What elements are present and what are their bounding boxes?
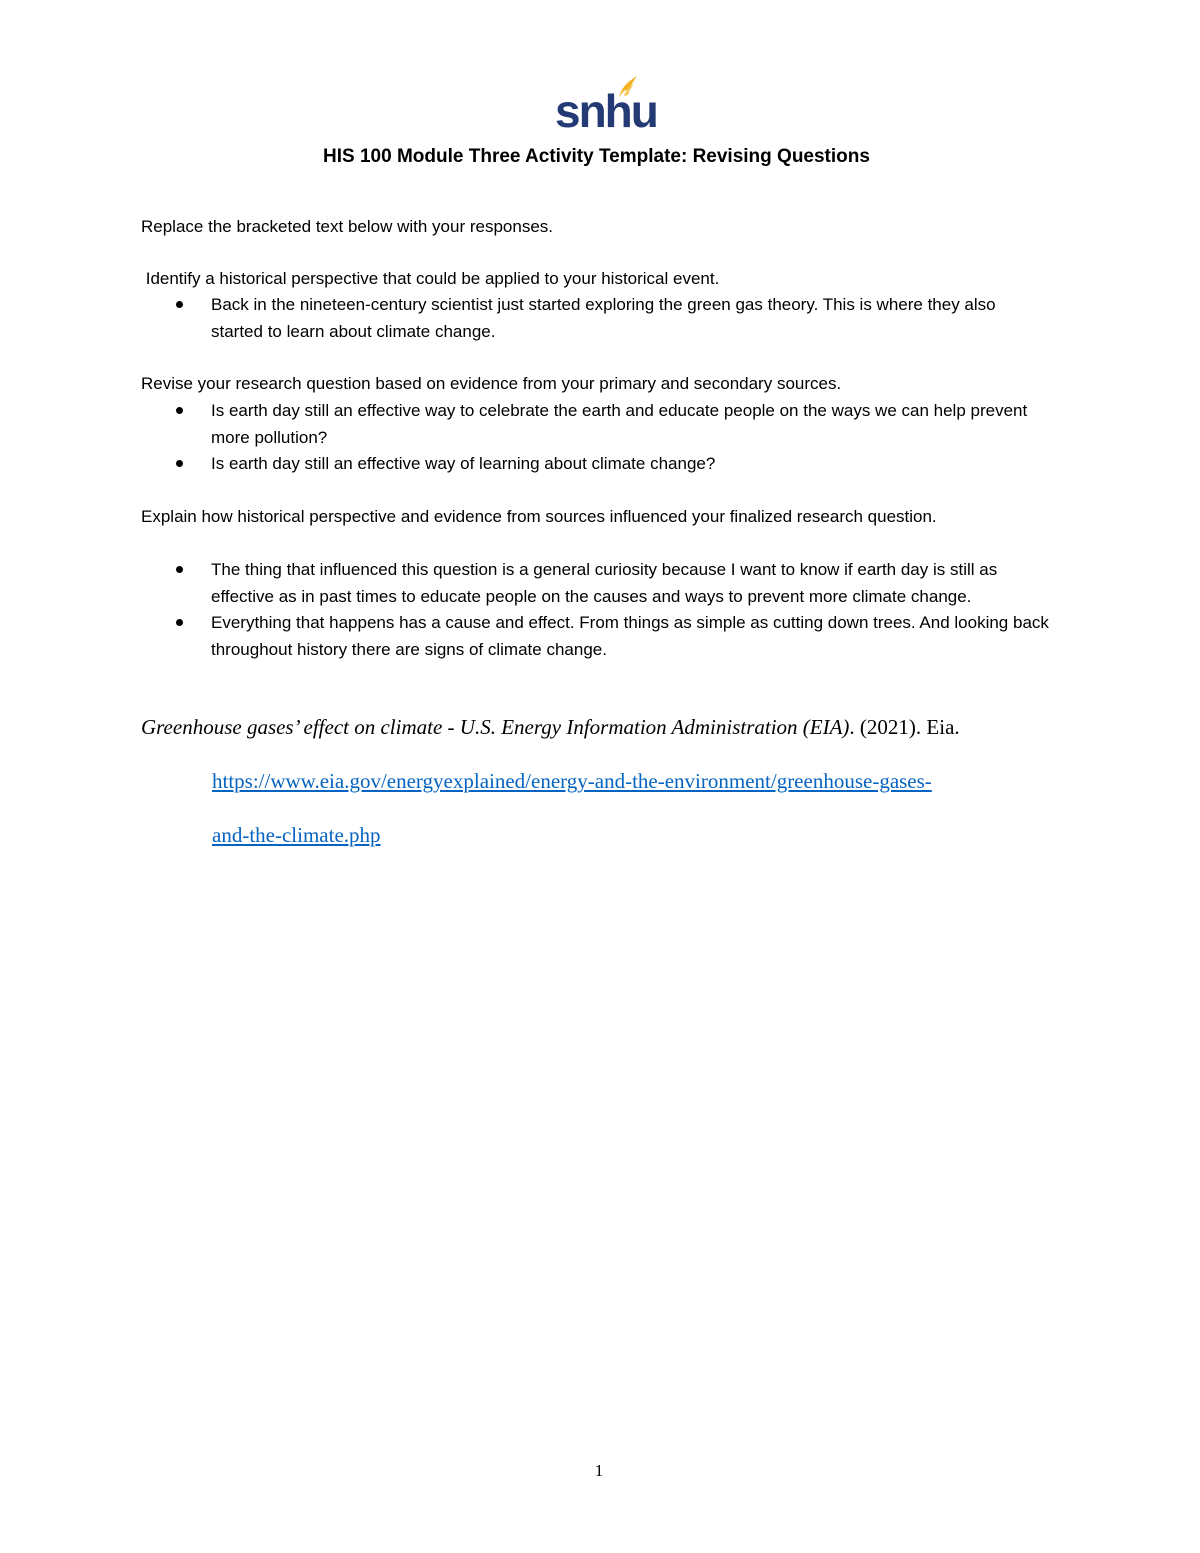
page-number: 1 [594,1461,604,1480]
section-2-bullets [141,398,1051,478]
bullet-text: The thing that influenced this question is a general curiosity because I want to know if earth day is still as effective as in past times to educate people on the causes and ways to prevent more climate change. [211,560,998,606]
bullet-icon [176,460,183,467]
list-item [141,557,1051,610]
section-3-prompt: Explain how historical perspective and evidence from sources influenced your finalized research question. [141,507,937,526]
document-title: HIS 100 Module Three Activity Template: Revising Questions [323,146,870,167]
list-item [141,610,1051,663]
list-item [141,398,1051,451]
section-1-bullets [141,292,1051,345]
bullet-text: Back in the nineteen-century scientist just started exploring the green gas theory. This is where they also started to learn about climate change. [211,295,996,341]
instructions-text: Replace the bracketed text below with your responses. [141,217,554,236]
bullet-text: Everything that happens has a cause and effect. From things as simple as cutting down trees. And looking back throughout history there are signs of climate change. [211,613,1049,659]
bullet-text: Is earth day still an effective way to celebrate the earth and educate people on the ways we can help prevent more pollution? [211,401,1028,447]
section-3-bullets [141,557,1051,663]
reference-citation [141,714,1141,741]
citation-title: Greenhouse gases’ effect on climate - U.S. Energy Information Administration (EIA) [141,715,850,739]
citation-url-link-continued[interactable]: and-the-climate.php [212,823,381,847]
bullet-icon [176,407,183,414]
bullet-text: Is earth day still an effective way of learning about climate change? [211,454,716,473]
list-item [141,292,1051,345]
snhu-logo [555,74,657,137]
bullet-icon [176,566,183,573]
section-1-prompt: Identify a historical perspective that could be applied to your historical event. [141,269,720,288]
list-item [141,451,1051,478]
logo-wordmark: snhu [555,85,657,137]
bullet-icon [176,301,183,308]
section-2-prompt: Revise your research question based on evidence from your primary and secondary sources. [141,374,842,393]
citation-details: . (2021). Eia. [849,715,960,739]
bullet-icon [176,619,183,626]
citation-url-link[interactable]: https://www.eia.gov/energyexplained/energy-and-the-environment/greenhouse-gases- [212,769,932,793]
